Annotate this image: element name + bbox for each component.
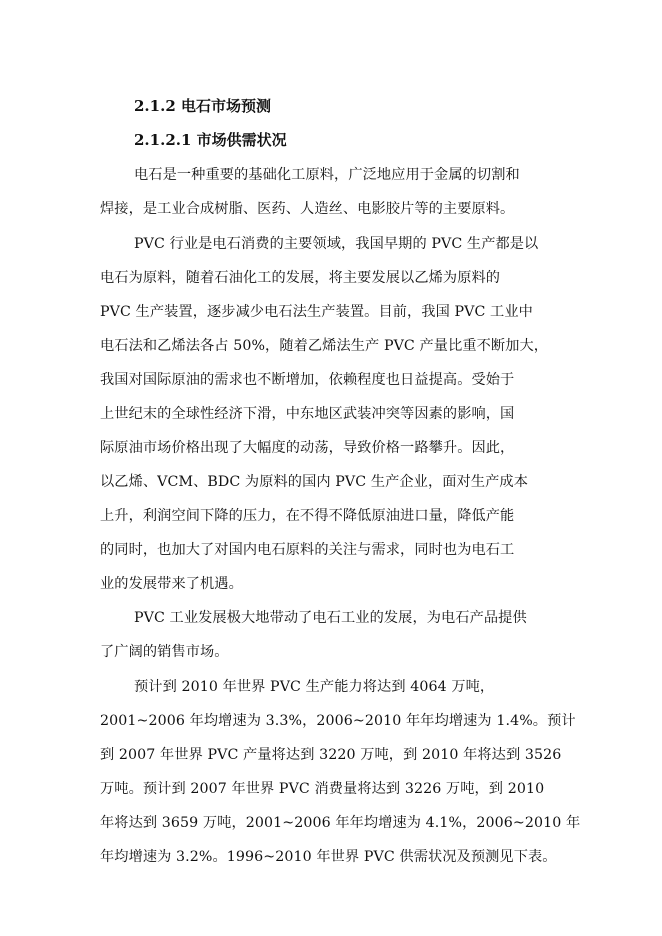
paragraph-4-line-6: 年均增速为 3.2%。1996~2010 年世界 PVC 供需状况及预测见下表。 xyxy=(100,849,557,865)
paragraph-2-line-4: 电石法和乙烯法各占 50%，随着乙烯法生产 PVC 产量比重不断加大， xyxy=(100,338,549,354)
paragraph-4-line-5: 年将达到 3659 万吨，2001~2006 年年均增速为 4.1%，2006~2010 年 xyxy=(100,815,581,831)
paragraph-2-line-3: PVC 生产装置，逐步减少电石法生产装置。目前，我国 PVC 工业中 xyxy=(100,304,533,320)
section-heading: 2.1.2 电石市场预测 xyxy=(134,97,271,115)
paragraph-4-line-4: 万吨。预计到 2007 年世界 PVC 消费量将达到 3226 万吨，到 2010 xyxy=(100,781,545,797)
paragraph-2-line-8: 以乙烯、VCM、BDC 为原料的国内 PVC 生产企业，面对生产成本 xyxy=(100,474,528,490)
paragraph-2-line-1: PVC 行业是电石消费的主要领域，我国早期的 PVC 生产都是以 xyxy=(134,236,539,252)
paragraph-2-line-2: 电石为原料，随着石油化工的发展，将主要发展以乙烯为原料的 xyxy=(100,270,501,286)
paragraph-3-line-2: 了广阔的销售市场。 xyxy=(100,644,229,660)
paragraph-2-line-6: 上世纪末的全球性经济下滑，中东地区武装冲突等因素的影响，国 xyxy=(100,406,515,422)
paragraph-2-line-11: 业的发展带来了机遇。 xyxy=(100,576,243,592)
paragraph-2-line-5: 我国对国际原油的需求也不断增加，依赖程度也日益提高。受始于 xyxy=(100,372,515,388)
paragraph-1-line-1: 电石是一种重要的基础化工原料，广泛地应用于金属的切割和 xyxy=(134,167,520,183)
paragraph-2-line-7: 际原油市场价格出现了大幅度的动荡，导致价格一路攀升。因此， xyxy=(100,440,515,456)
paragraph-4-line-1: 预计到 2010 年世界 PVC 生产能力将达到 4064 万吨， xyxy=(134,679,495,695)
paragraph-2-line-10: 的同时，也加大了对国内电石原料的关注与需求，同时也为电石工 xyxy=(100,542,515,558)
paragraph-3-line-1: PVC 工业发展极大地带动了电石工业的发展，为电石产品提供 xyxy=(134,610,527,626)
subsection-heading: 2.1.2.1 市场供需状况 xyxy=(134,131,287,149)
paragraph-4-line-3: 到 2007 年世界 PVC 产量将达到 3220 万吨，到 2010 年将达到 3526 xyxy=(100,747,562,763)
paragraph-1-line-2: 焊接，是工业合成树脂、医药、人造丝、电影胶片等的主要原料。 xyxy=(100,201,515,217)
paragraph-2-line-9: 上升，利润空间下降的压力，在不得不降低原油进口量，降低产能 xyxy=(100,508,515,524)
paragraph-4-line-2: 2001~2006 年均增速为 3.3%，2006~2010 年年均增速为 1.4%。预计 xyxy=(100,713,576,729)
